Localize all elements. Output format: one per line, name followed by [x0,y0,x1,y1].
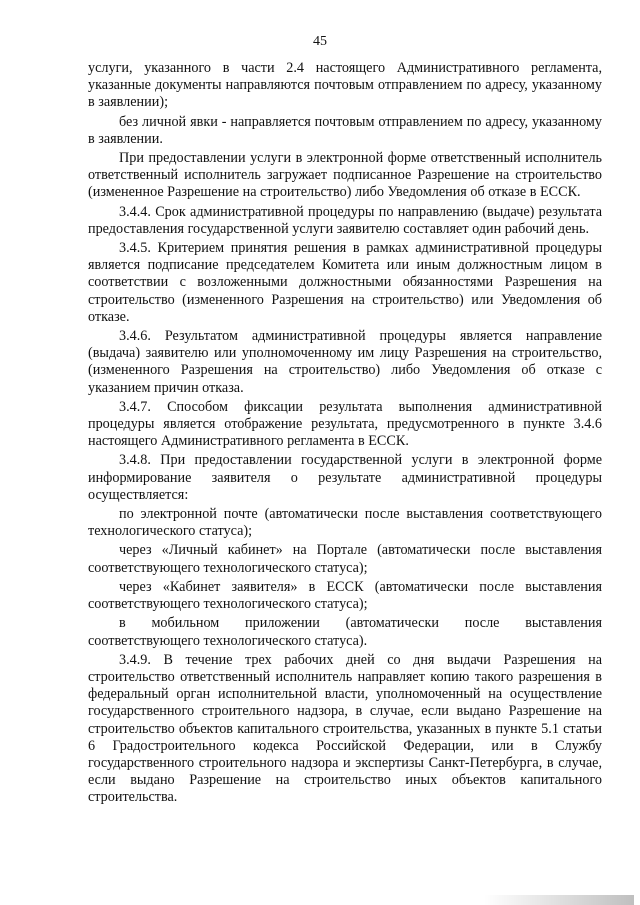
paragraph: услуги, указанного в части 2.4 настоящего Административного регламента, указанные документы направляются почтовым отправлением по адресу, указанному в заявлении); [88,60,602,111]
page-number: 45 [313,34,327,49]
paragraph: 3.4.8. При предоставлении государственной услуги в электронной форме информирование заявителя о результате административной процедуры осуществляется: [88,452,602,503]
scan-artifact [484,895,634,905]
paragraph: 3.4.9. В течение трех рабочих дней со дня выдачи Разрешения на строительство ответственный исполнитель направляет копию такого разрешения в федеральный орган исполнительной власти, уполномоченный на осуществление государственного строительного надзора, в случае, если выдано Разрешение на строительство объектов капитального строительства, указанных в пункте 5.1 статьи 6 Градостроительного кодекса Российской Федерации, или в Службу государственного строительного надзора и экспертизы Санкт-Петербурга, в случае, если выдано Разрешение на строительство иных объектов капитального строительства. [88,651,602,806]
paragraph: 3.4.4. Срок административной процедуры по направлению (выдаче) результата предоставления государственной услуги заявителю составляет один рабочий день. [88,203,602,237]
document-body [88,60,602,807]
paragraph: через «Личный кабинет» на Портале (автоматически после выставления соответствующего технологического статуса); [88,542,602,576]
paragraph: в мобильном приложении (автоматически после выставления соответствующего технологического статуса). [88,615,602,649]
paragraph: 3.4.5. Критерием принятия решения в рамках административной процедуры является подписание председателем Комитета или иным должностным лицом в соответствии с возложенными должностными обязанностями Разрешения на строительство (измененного Разрешения на строительство) или Уведомления об отказе. [88,240,602,325]
paragraph: 3.4.6. Результатом административной процедуры является направление (выдача) заявителю или уполномоченному им лицу Разрешения на строительство, (измененного Разрешения на строительство) либо Уведомления об отказе с указанием причин отказа. [88,328,602,396]
paragraph: через «Кабинет заявителя» в ЕССК (автоматически после выставления соответствующего технологического статуса); [88,578,602,613]
paragraph: При предоставлении услуги в электронной форме ответственный исполнитель ответственный исполнитель загружает подписанное Разрешение на строительство (измененное Разрешение на строительство) либо Уведомления об отказе в ЕССК. [88,150,602,201]
paragraph: по электронной почте (автоматически после выставления соответствующего технологического статуса); [88,506,602,540]
paragraph: без личной явки - направляется почтовым отправлением по адресу, указанному в заявлении. [88,113,602,147]
paragraph: 3.4.7. Способом фиксации результата выполнения административной процедуры является отображение результата, предусмотренного в пункте 3.4.6 настоящего Административного регламента в ЕССК. [88,398,602,450]
